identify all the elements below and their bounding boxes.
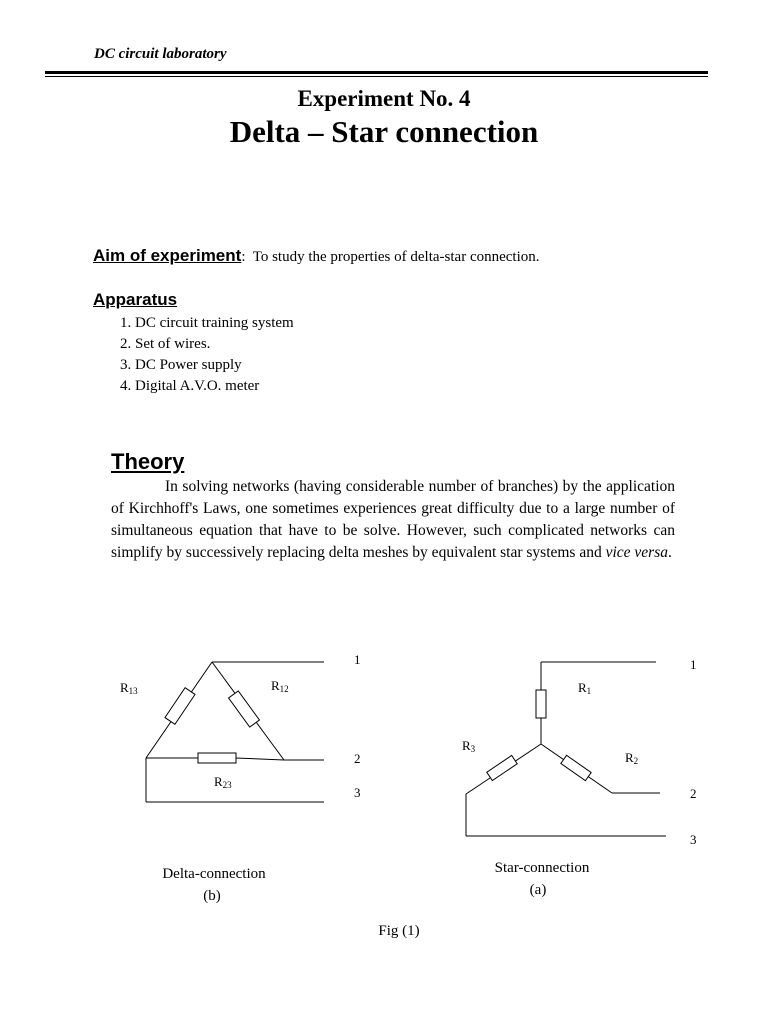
resistor-r1: [536, 690, 546, 718]
header-title: DC circuit laboratory: [94, 46, 227, 62]
label-r1: R1: [578, 680, 592, 696]
delta-terminal-1: 1: [354, 652, 361, 667]
header-rule-thin: [45, 76, 708, 77]
header-rule-thick: [45, 71, 708, 74]
experiment-title: Delta – Star connection: [229, 114, 539, 149]
theory-end: .: [668, 544, 672, 561]
theory-heading: Theory: [111, 449, 185, 474]
label-r3: R3: [462, 738, 476, 754]
apparatus-item: 3. DC Power supply: [120, 357, 242, 373]
star-terminal-3: 3: [690, 832, 697, 847]
aim-section: [93, 246, 540, 266]
delta-labels: [120, 652, 361, 904]
theory-paragraph: [111, 476, 675, 564]
apparatus-item: 4. Digital A.V.O. meter: [120, 378, 260, 394]
delta-caption: Delta-connection: [162, 866, 266, 882]
label-r2: R2: [625, 750, 639, 766]
resistor-r3: [487, 755, 517, 780]
resistor-r2: [561, 755, 591, 780]
aim-label: Aim of experiment: [93, 246, 242, 265]
delta-terminal-3: 3: [354, 785, 361, 800]
circuit-figure: [0, 630, 768, 950]
label-r13: R13: [120, 680, 138, 696]
star-circuit: [466, 662, 666, 836]
theory-text: In solving networks (having considerable number of branches) by the application of Kirchhoff's Laws, one sometimes experiences great difficulty due to a large number of simultaneous equation that have to be solve. However, such complicated networks can simplify by successively replacing delta meshes by equivalent star systems and: [111, 478, 675, 561]
star-terminal-2: 2: [690, 786, 697, 801]
apparatus-heading: Apparatus: [93, 290, 178, 309]
delta-terminal-2: 2: [354, 751, 361, 766]
delta-bottom-right: [236, 758, 284, 760]
theory-italic: vice versa: [605, 544, 668, 561]
delta-tag: (b): [203, 888, 221, 904]
resistor-r13: [165, 688, 195, 725]
apparatus-item: 1. DC circuit training system: [120, 315, 294, 331]
label-r12: R12: [271, 678, 289, 694]
apparatus-item: 2. Set of wires.: [120, 336, 211, 352]
star-terminal-1: 1: [690, 657, 697, 672]
resistor-r23: [198, 753, 236, 763]
resistor-r12: [229, 691, 260, 727]
label-r23: R23: [214, 774, 232, 790]
star-caption: Star-connection: [494, 860, 590, 876]
aim-text: To study the properties of delta-star connection.: [252, 249, 540, 265]
star-tag: (a): [529, 882, 547, 898]
delta-circuit: [146, 662, 324, 802]
figure-caption: Fig (1): [378, 923, 420, 939]
aim-separator: :: [241, 249, 246, 265]
apparatus-list: [120, 313, 294, 397]
experiment-number: Experiment No. 4: [297, 86, 471, 111]
